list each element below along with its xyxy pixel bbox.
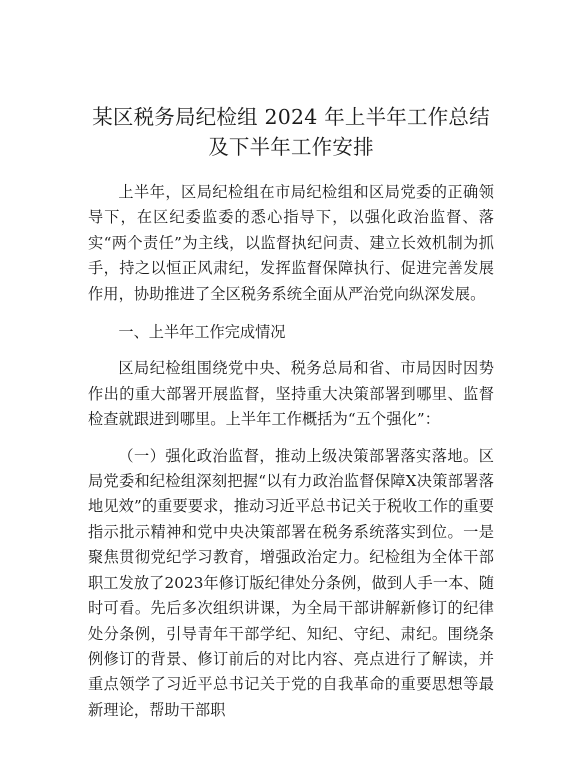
section-intro-paragraph: 区局纪检组围绕党中央、税务总局和省、市局因时因势作出的重大部署开展监督，坚持重大决策部署到哪里、监督检查就跟进到哪里。上半年工作概括为“五个强化”：	[88, 359, 494, 429]
section-heading: 一、上半年工作完成情况	[118, 323, 286, 342]
document-title: 某区税务局纪检组 2024 年上半年工作总结及下半年工作安排	[92, 105, 490, 159]
document-body	[88, 180, 494, 723]
point-one-paragraph: （一）强化政治监督，推动上级决策部署落实落地。区局党委和纪检组深刻把握“以有力政治监督保障X决策部署落地见效”的重要要求，推动习近平总书记关于税收工作的重要指示批示精神和党中央决策部署在税务系统落实到位。一是聚焦贯彻党纪学习教育，增强政治定力。纪检组为全体干部职工发放了2023年修订版纪律处分条例，做到人手一本、随时可看。先后多次组织讲课，为全局干部讲解新修订的纪律处分条例，引导青年干部学纪、知纪、守纪、肃纪。围绕条例修订的背景、修订前后的对比内容、亮点进行了解读，并重点领学了习近平总书记关于党的自我革命的重要思想等最新理论，帮助干部职	[88, 446, 494, 719]
paragraph-gap	[88, 433, 494, 444]
intro-paragraph: 上半年，区局纪检组在市局纪检组和区局党委的正确领导下，在区纪委监委的悉心指导下，以强化政治监督、落实“两个责任”为主线，以监督执纪问责、建立长效机制为抓手，持之以恒正风肃纪，发挥监督保障执行、促进完善发展作用，协助推进了全区税务系统全面从严治党向纵深发展。	[88, 183, 494, 303]
